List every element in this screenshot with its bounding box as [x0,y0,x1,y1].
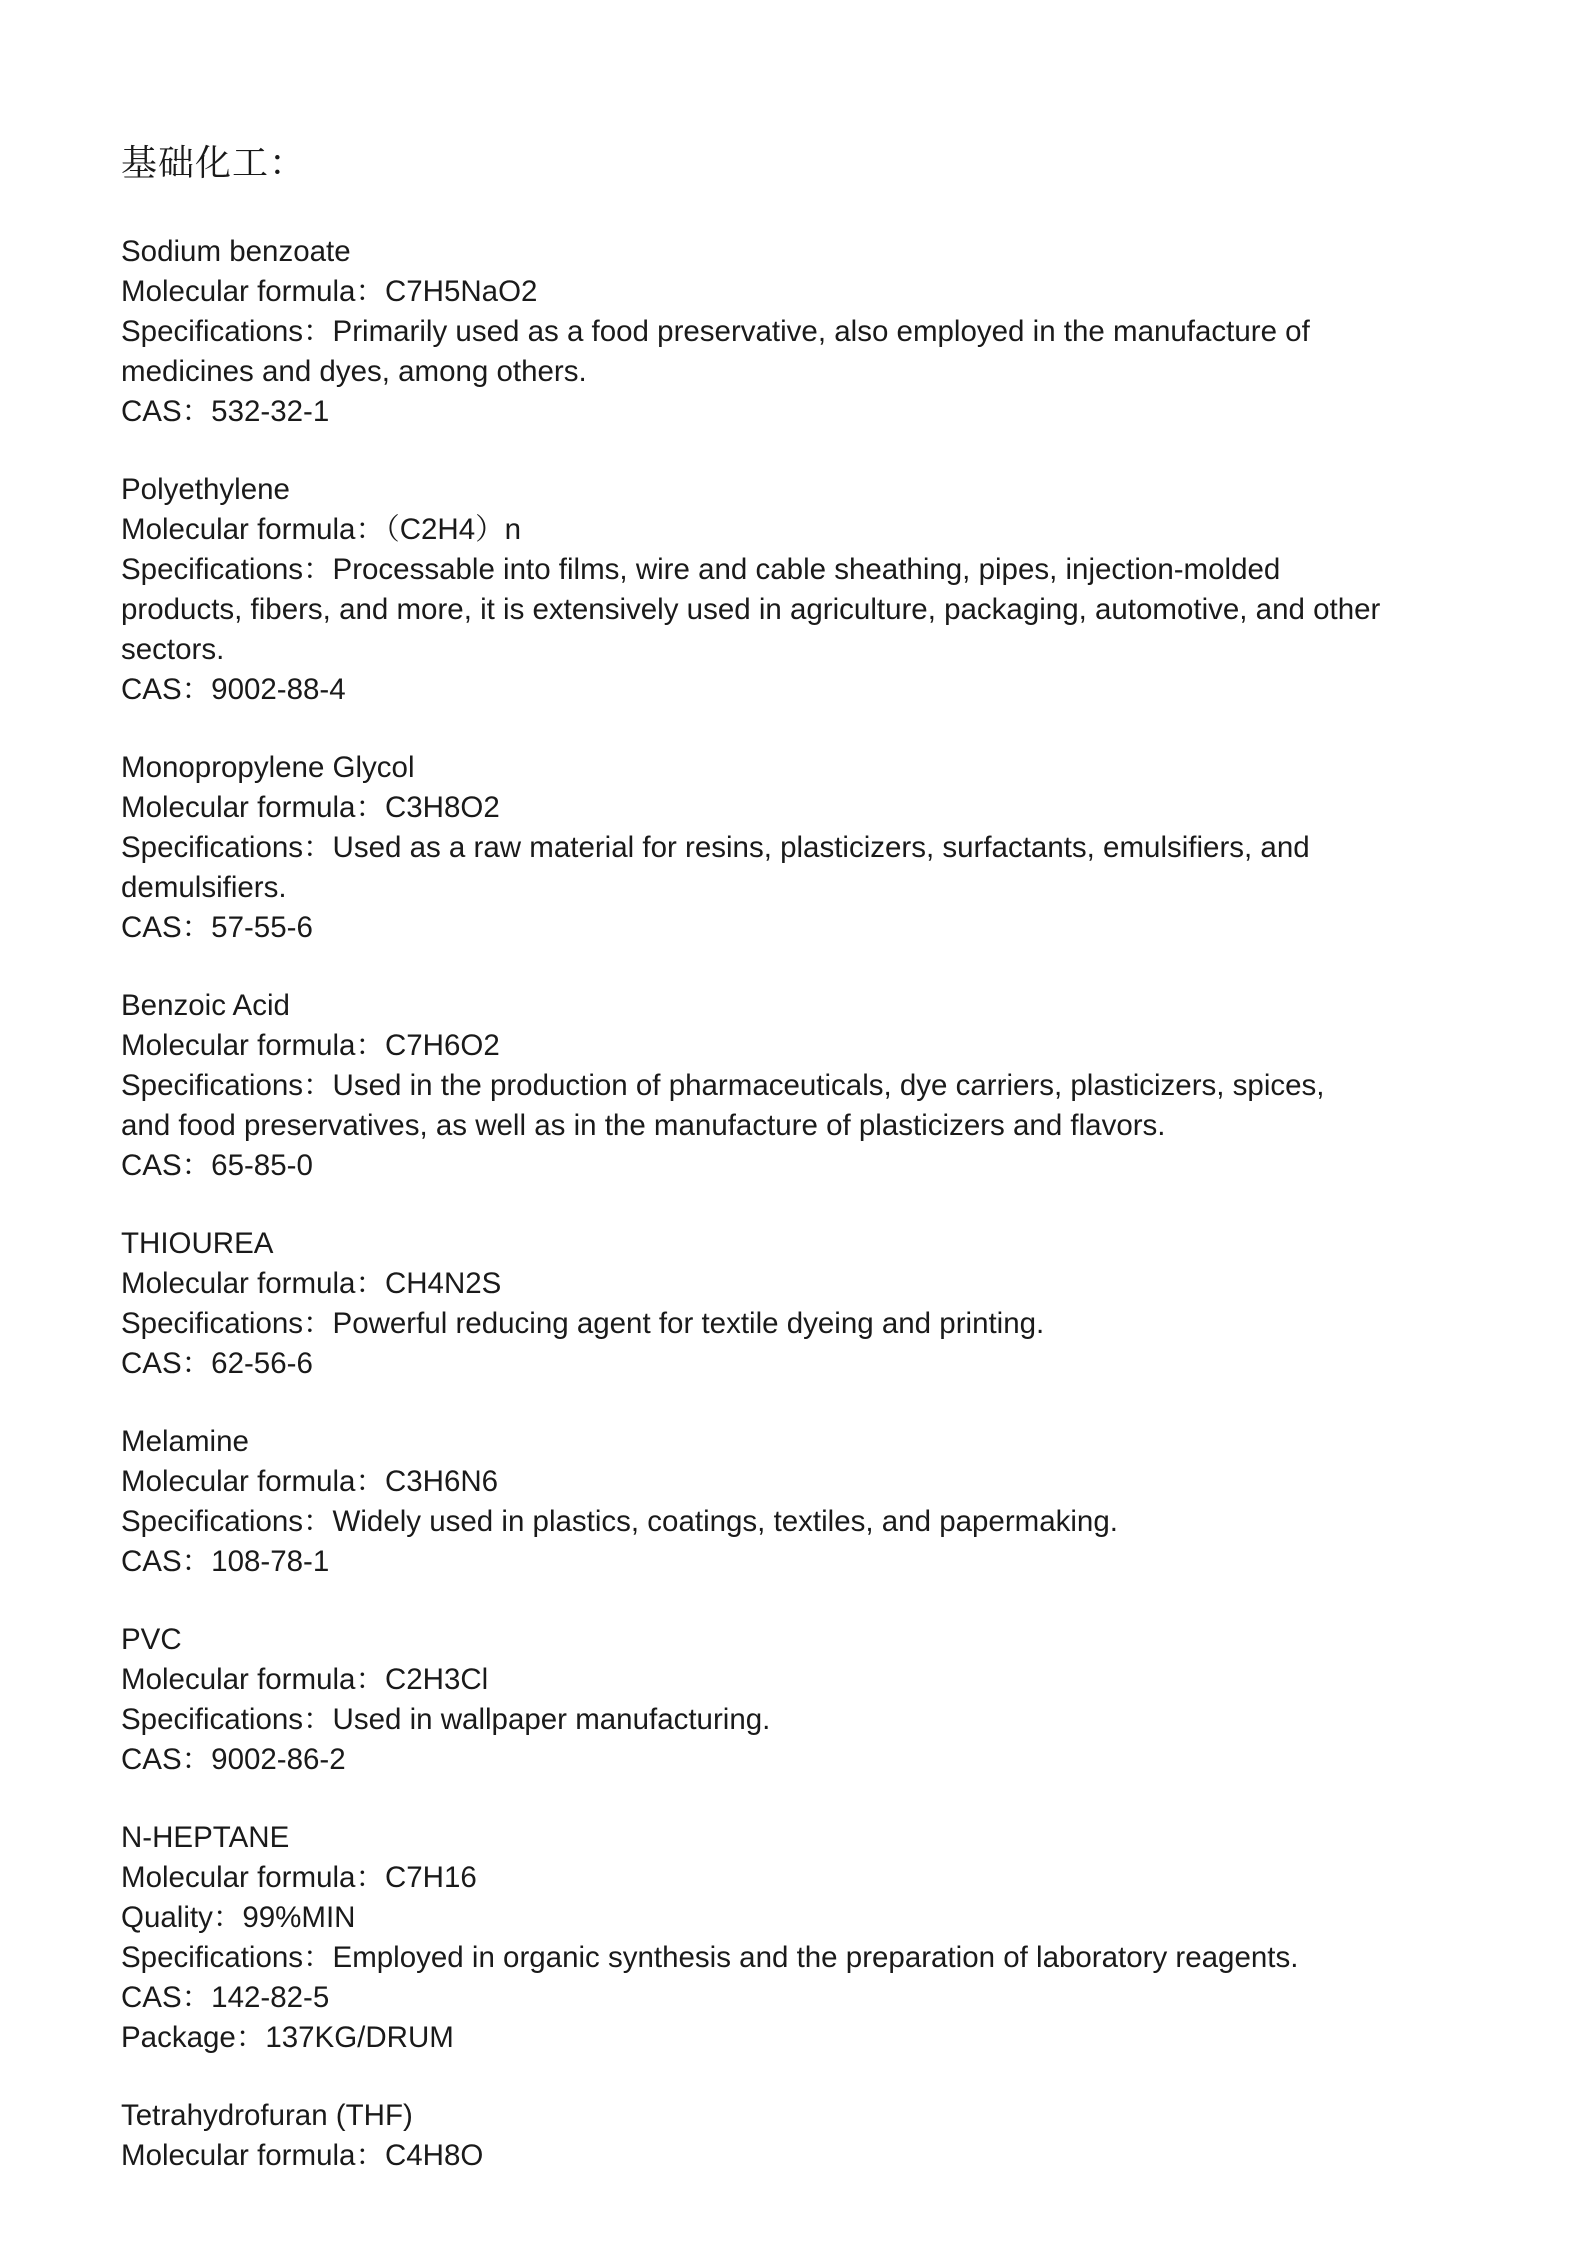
cas-value: 65-85-0 [211,1149,313,1182]
cas-value: 9002-88-4 [211,673,346,706]
cas-value: 142-82-5 [211,1981,330,2014]
cas-value: 62-56-6 [211,1347,313,1380]
formula-value: （C2H4）n [384,513,522,546]
spec-line [121,1938,1381,1978]
formula-label: Molecular formula： [121,1267,385,1300]
formula-value: C4H8O [384,2139,484,2172]
formula-line [121,1660,1421,1700]
cas-value: 532-32-1 [211,395,330,428]
spec-label: Specifications： [121,1505,333,1538]
cas-value: 108-78-1 [211,1545,330,1578]
cas-line [121,908,1421,948]
spec-line [121,550,1381,670]
formula-line [121,1264,1421,1304]
spec-line [121,1304,1381,1344]
product-melamine [121,1422,1421,1582]
quality-label: Quality： [121,1901,243,1934]
spec-label: Specifications： [121,1307,333,1340]
formula-value: C2H3Cl [384,1663,489,1696]
cas-line [121,670,1421,710]
formula-value: C3H8O2 [384,791,500,824]
product-name: N-HEPTANE [121,1821,290,1854]
formula-label: Molecular formula： [121,275,385,308]
cas-line [121,1542,1421,1582]
spec-line [121,312,1381,392]
document-page [121,140,1421,2214]
formula-label: Molecular formula： [121,513,385,546]
formula-line [121,1858,1421,1898]
formula-line [121,272,1421,312]
formula-line [121,510,1421,550]
product-name: Monopropylene Glycol [121,751,415,784]
formula-label: Molecular formula： [121,1465,385,1498]
product-name: Tetrahydrofuran (THF) [121,2099,413,2132]
spec-label: Specifications： [121,1703,333,1736]
cas-label: CAS： [121,1149,212,1182]
page-title: 基础化工： [121,143,307,184]
formula-label: Molecular formula： [121,1663,385,1696]
product-sodium-benzoate [121,232,1421,432]
cas-label: CAS： [121,1545,212,1578]
spec-label: Specifications： [121,831,333,864]
cas-label: CAS： [121,1347,212,1380]
formula-label: Molecular formula： [121,1029,385,1062]
product-polyethylene [121,470,1421,710]
spec-value: Primarily used as a food preservative, also employed in the manufacture of medicines and dyes, among others. [121,315,1310,388]
spec-label: Specifications： [121,553,333,586]
spec-value: Widely used in plastics, coatings, textiles, and papermaking. [332,1505,1118,1538]
cas-line [121,392,1421,432]
cas-value: 9002-86-2 [211,1743,346,1776]
spec-line [121,1502,1381,1542]
formula-label: Molecular formula： [121,1861,385,1894]
formula-value: C7H5NaO2 [384,275,538,308]
spec-value: Used in the production of pharmaceuticals, dye carriers, plasticizers, spices, and food preservatives, as well as in the manufacture of plasticizers and flavors. [121,1069,1325,1142]
cas-line [121,1146,1421,1186]
product-benzoic-acid [121,986,1421,1186]
product-tetrahydrofuran [121,2096,1421,2176]
cas-label: CAS： [121,673,212,706]
spec-label: Specifications： [121,1069,333,1102]
formula-value: C3H6N6 [384,1465,499,1498]
quality-line [121,1898,1421,1938]
product-name: Benzoic Acid [121,989,290,1022]
formula-value: C7H16 [384,1861,477,1894]
formula-value: CH4N2S [384,1267,502,1300]
formula-line [121,788,1421,828]
product-name: PVC [121,1623,182,1656]
package-value: 137KG/DRUM [265,2021,454,2054]
spec-line [121,1066,1381,1146]
formula-value: C7H6O2 [384,1029,500,1062]
formula-line [121,1026,1421,1066]
cas-line [121,1978,1421,2018]
spec-line [121,828,1381,908]
spec-line [121,1700,1381,1740]
cas-label: CAS： [121,1981,212,2014]
formula-line [121,2136,1421,2176]
spec-value: Employed in organic synthesis and the preparation of laboratory reagents. [332,1941,1299,1974]
spec-label: Specifications： [121,1941,333,1974]
product-n-heptane [121,1818,1421,2058]
product-name: Polyethylene [121,473,290,506]
cas-line [121,1740,1421,1780]
cas-label: CAS： [121,1743,212,1776]
package-line [121,2018,1421,2058]
quality-value: 99%MIN [242,1901,356,1934]
spec-label: Specifications： [121,315,333,348]
spec-value: Used in wallpaper manufacturing. [332,1703,771,1736]
product-name: Sodium benzoate [121,235,351,268]
spec-value: Used as a raw material for resins, plasticizers, surfactants, emulsifiers, and demulsifiers. [121,831,1310,904]
cas-line [121,1344,1421,1384]
cas-label: CAS： [121,911,212,944]
product-pvc [121,1620,1421,1780]
product-name: THIOUREA [121,1227,274,1260]
spec-value: Powerful reducing agent for textile dyeing and printing. [332,1307,1045,1340]
product-name: Melamine [121,1425,249,1458]
cas-label: CAS： [121,395,212,428]
cas-value: 57-55-6 [211,911,313,944]
formula-line [121,1462,1421,1502]
formula-label: Molecular formula： [121,791,385,824]
product-thiourea [121,1224,1421,1384]
spec-value: Processable into films, wire and cable sheathing, pipes, injection-molded products, fibers, and more, it is extensively used in agriculture, packaging, automotive, and other sectors. [121,553,1381,666]
package-label: Package： [121,2021,266,2054]
product-monopropylene-glycol [121,748,1421,948]
formula-label: Molecular formula： [121,2139,385,2172]
